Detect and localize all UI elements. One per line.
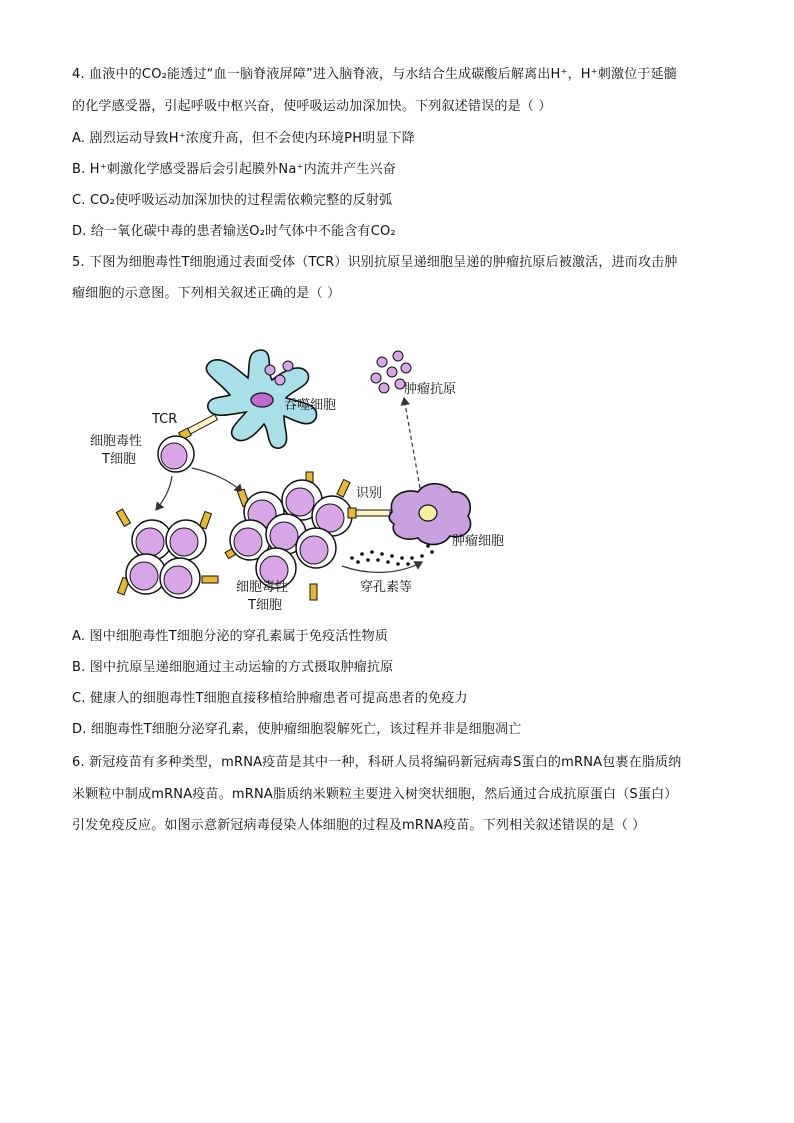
q4-option-d: D. 给一氧化碳中毒的患者输送O₂时气体中不能含有CO₂	[72, 224, 396, 239]
label-tcell-top-1: 细胞毒性	[90, 434, 143, 449]
label-recognize: 识别	[356, 486, 383, 501]
q4-option-a: A. 剧烈运动导致H⁺浓度升高，但不会使内环境PH明显下降	[72, 131, 415, 146]
q4-option-c: C. CO₂使呼吸运动加深加快的过程需依赖完整的反射弧	[72, 193, 393, 208]
immune-diagram	[80, 340, 560, 625]
q5-option-a: A. 图中细胞毒性T细胞分泌的穿孔素属于免疫活性物质	[72, 629, 389, 644]
tcell-cluster-left	[116, 509, 218, 598]
q6-stem-line3: 引发免疫反应。如图示意新冠病毒侵染人体细胞的过程及mRNA疫苗。下列相关叙述错误的是（ ）	[72, 818, 646, 833]
label-tcell-bottom-2: T细胞	[248, 598, 282, 613]
phagocyte-nucleus	[251, 393, 273, 407]
label-phagocyte: 吞噬细胞	[284, 398, 337, 413]
q5-stem-line2: 瘤细胞的示意图。下列相关叙述正确的是（ ）	[72, 286, 341, 301]
label-tcr: TCR	[152, 412, 178, 427]
q6-stem-line1: 6. 新冠疫苗有多种类型，mRNA疫苗是其中一种，科研人员将编码新冠病毒S蛋白的mRNA包裹在脂质纳	[72, 755, 682, 770]
label-tcell-bottom-1: 细胞毒性	[236, 580, 289, 595]
immune-figure	[80, 340, 560, 625]
label-perforin: 穿孔素等	[360, 580, 413, 595]
q5-option-c: C. 健康人的细胞毒性T细胞直接移植给肿瘤患者可提高患者的免疫力	[72, 691, 468, 706]
q4-option-b: B. H⁺刺激化学感受器后会引起膜外Na⁺内流并产生兴奋	[72, 162, 396, 177]
label-tumor-antigen: 肿瘤抗原	[404, 382, 457, 397]
label-tumor-cell: 肿瘤细胞	[452, 534, 505, 549]
q4-stem-line1: 4. 血液中的CO₂能透过“血一脑脊液屏障”进入脑脊液，与水结合生成碳酸后解离出H⁺，H⁺刺激位于延髓	[72, 67, 678, 82]
q5-stem-line1: 5. 下图为细胞毒性T细胞通过表面受体（TCR）识别抗原呈递细胞呈递的肿瘤抗原后被激活，进而攻击肿	[72, 255, 678, 270]
q4-stem-line2: 的化学感受器，引起呼吸中枢兴奋，使呼吸运动加深加快。下列叙述错误的是（ ）	[72, 99, 552, 114]
q5-option-b: B. 图中抗原呈递细胞通过主动运输的方式摄取肿瘤抗原	[72, 660, 394, 675]
q6-stem-line2: 米颗粒中制成mRNA疫苗。mRNA脂质纳米颗粒主要进入树突状细胞，然后通过合成抗原蛋白（S蛋白）	[72, 787, 678, 802]
label-tcell-top-2: T细胞	[102, 452, 136, 467]
q5-option-d: D. 细胞毒性T细胞分泌穿孔素，使肿瘤细胞裂解死亡，该过程并非是细胞凋亡	[72, 722, 522, 737]
